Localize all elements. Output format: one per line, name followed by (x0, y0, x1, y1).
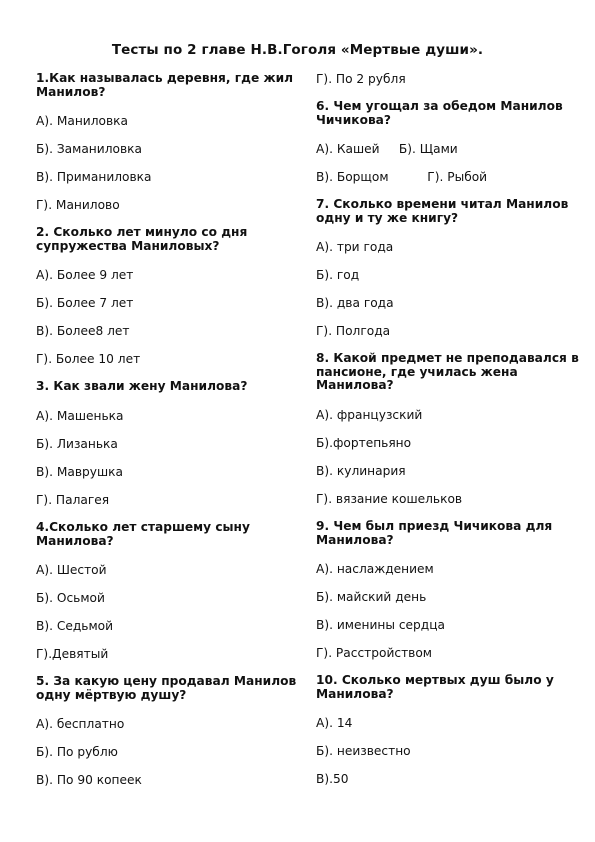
answer-option: В). именины сердца (316, 618, 445, 632)
answer-option: Г). Палагея (36, 493, 110, 507)
answer-option: А). Машенька (36, 409, 124, 423)
answer-option: А). бесплатно (36, 717, 125, 731)
answer-option: Б). По рублю (36, 745, 118, 759)
answer-option: В). Седьмой (36, 619, 114, 633)
answer-option: А). Более 9 лет (36, 268, 134, 282)
answer-option: Б). майский день (316, 590, 427, 604)
question: 7. Сколько времени читал Манилов одну и ту же книгу? (316, 197, 573, 225)
answer-option: Г). Более 10 лет (36, 352, 141, 366)
answer-option: В). По 90 копеек (36, 773, 142, 787)
question: 10. Сколько мертвых душ было у Манилова? (316, 673, 559, 701)
question: 8. Какой предмет не преподавался в пансионе, где училась жена Манилова? (316, 351, 584, 392)
answer-option: В). два года (316, 296, 394, 310)
answer-option: Г). вязание кошельков (316, 492, 463, 506)
question: 5. За какую цену продавал Манилов одну мёртвую душу? (36, 674, 301, 702)
answer-option: Б). год (316, 268, 360, 282)
answer-option: Б).фортепьяно (316, 436, 412, 450)
answer-option: Б). Осьмой (36, 591, 105, 605)
question: 2. Сколько лет минуло со дня супружества Маниловых? (36, 225, 252, 253)
question: 9. Чем был приезд Чичикова для Манилова? (316, 519, 557, 547)
answer-option: В). Более8 лет (36, 324, 130, 338)
answer-option: В). кулинария (316, 464, 406, 478)
question: 1.Как называлась деревня, где жил Манилов? (36, 71, 298, 99)
answer-option: В). Маврушка (36, 465, 123, 479)
answer-option: Б). неизвестно (316, 744, 411, 758)
answer-option: Г).Девятый (36, 647, 109, 661)
question: 4.Сколько лет старшему сыну Манилова? (36, 520, 255, 548)
page-title: Тесты по 2 главе Н.В.Гоголя «Мертвые души». (111, 42, 484, 58)
answer-option: А). Шестой (36, 563, 107, 577)
answer-option: В).50 (316, 772, 349, 786)
answer-option: В). Приманиловка (36, 170, 152, 184)
answer-option: Г). Полгода (316, 324, 391, 338)
answer-option: Г). Расстройством (316, 646, 433, 660)
answer-option: А). французский (316, 408, 423, 422)
question: 6. Чем угощал за обедом Манилов Чичикова? (316, 99, 567, 127)
answer-option: В). Борщом Г). Рыбой (316, 170, 488, 184)
answer-option: А). Кашей Б). Щами (316, 142, 458, 156)
answer-option: Г). Манилово (36, 198, 120, 212)
answer-option: Г). По 2 рубля (316, 72, 406, 86)
answer-option: А). Маниловка (36, 114, 128, 128)
answer-option: Б). Лизанька (36, 437, 118, 451)
answer-option: Б). Заманиловка (36, 142, 142, 156)
question: 3. Как звали жену Манилова? (36, 379, 248, 393)
answer-option: А). три года (316, 240, 394, 254)
answer-option: А). наслаждением (316, 562, 434, 576)
answer-option: Б). Более 7 лет (36, 296, 134, 310)
answer-option: А). 14 (316, 716, 353, 730)
